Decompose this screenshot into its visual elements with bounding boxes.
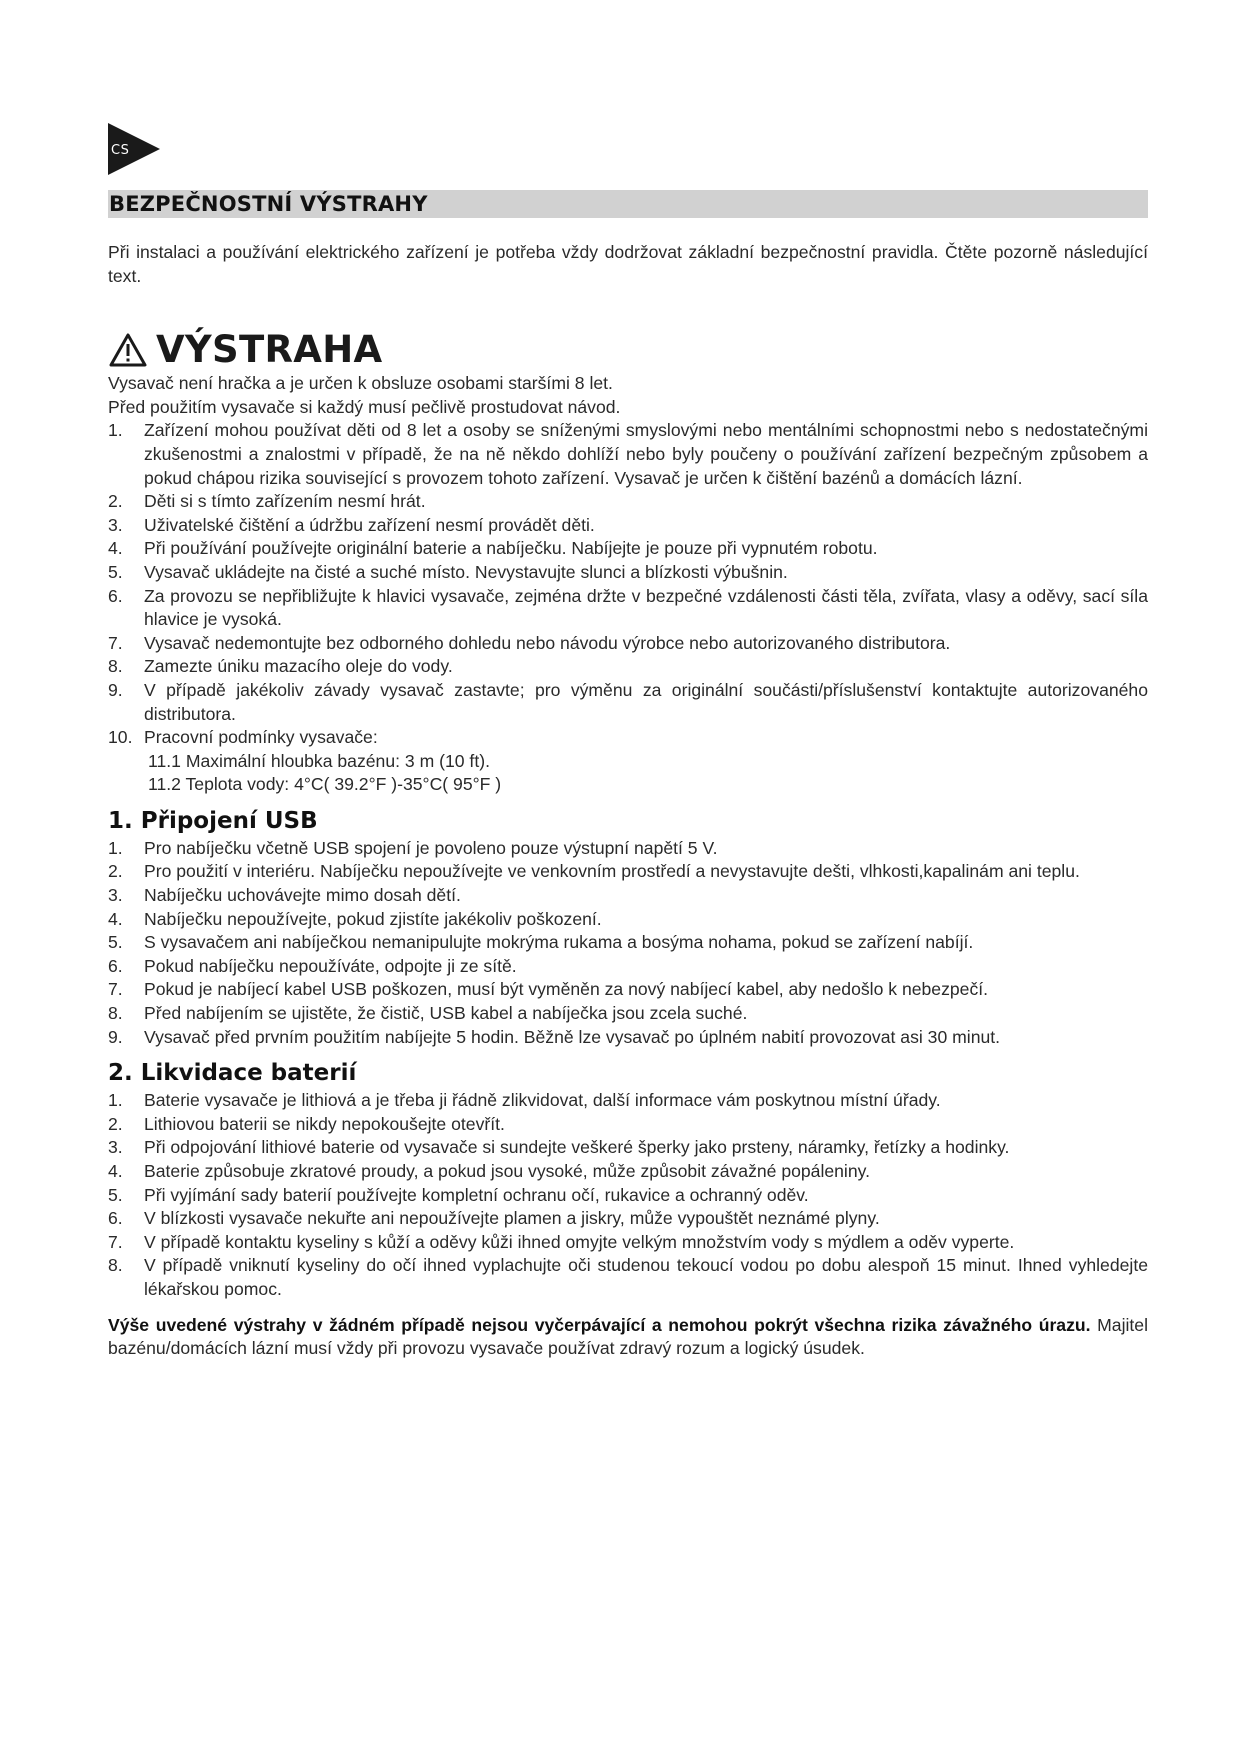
battery-section-title: 2. Likvidace baterií	[108, 1060, 357, 1087]
list-item	[108, 860, 1148, 884]
warning-heading	[108, 328, 1148, 372]
list-item	[108, 955, 1148, 979]
usb-list	[108, 837, 1148, 1049]
item-text: V případě kontaktu kyseliny s kůží a oděvy kůži ihned omyjte velkým množstvím vody s mýdlem a oděv vyperte.	[144, 1231, 1015, 1252]
section-header-bar	[108, 190, 1148, 218]
list-item	[108, 1160, 1148, 1184]
item-text: Zamezte úniku mazacího oleje do vody.	[144, 656, 453, 677]
item-text: V případě jakékoliv závady vysavač zastavte; pro výměnu za originální součásti/příslušenství kontaktujte autorizovaného distributora.	[144, 679, 1148, 724]
item-number: 9.	[108, 679, 123, 700]
item-number: 8.	[108, 1255, 123, 1276]
item-text: Vysavač nedemontujte bez odborného dohledu nebo návodu výrobce nebo autorizovaného distributora.	[144, 632, 951, 653]
item-text: Nabíječku uchovávejte mimo dosah dětí.	[144, 885, 461, 906]
intro-paragraph: Při instalaci a používání elektrického zařízení je potřeba vždy dodržovat základní bezpečnostní pravidla. Čtěte pozorně následující text.	[108, 242, 1148, 286]
list-item	[108, 931, 1148, 955]
warning-line: Před použitím vysavače si každý musí pečlivě prostudovat návod.	[108, 396, 621, 417]
item-number: 2.	[108, 1113, 123, 1134]
list-item	[108, 514, 1148, 538]
working-conditions	[108, 750, 1148, 797]
item-number: 6.	[108, 585, 123, 606]
item-text: Nabíječku nepoužívejte, pokud zjistíte jakékoliv poškození.	[144, 908, 602, 929]
item-number: 5.	[108, 561, 123, 582]
battery-list	[108, 1089, 1148, 1301]
item-number: 3.	[108, 514, 123, 535]
list-item	[108, 837, 1148, 861]
item-number: 6.	[108, 1208, 123, 1229]
item-text: Uživatelské čištění a údržbu zařízení nesmí provádět děti.	[144, 514, 595, 535]
item-text: S vysavačem ani nabíječkou nemanipulujte mokrýma rukama a bosýma nohama, pokud se zařízení nabíjí.	[144, 932, 974, 953]
language-marker	[108, 123, 160, 175]
item-number: 5.	[108, 932, 123, 953]
list-item	[108, 1136, 1148, 1160]
closing-bold-text: Výše uvedené výstrahy v žádném případě nejsou vyčerpávající a nemohou pokrýt všechna rizika závažného úrazu.	[108, 1314, 1091, 1335]
item-text: Při používání používejte originální baterie a nabíječku. Nabíjejte je pouze při vypnutém robotu.	[144, 538, 878, 559]
list-item	[108, 632, 1148, 656]
item-number: 8.	[108, 1003, 123, 1024]
item-number: 3.	[108, 1137, 123, 1158]
item-number: 6.	[108, 955, 123, 976]
item-number: 7.	[108, 1231, 123, 1252]
usb-section-title: 1. Připojení USB	[108, 807, 318, 834]
list-item	[108, 1026, 1148, 1050]
closing-paragraph	[108, 1314, 1148, 1361]
list-item	[108, 1113, 1148, 1137]
item-text: Za provozu se nepřibližujte k hlavici vysavače, zejména držte v bezpečné vzdálenosti části těla, zvířata, vlasy a oděvy, sací síla hlavice je vysoká.	[144, 585, 1148, 630]
list-item	[108, 1184, 1148, 1208]
list-item	[108, 726, 1148, 750]
item-text: Pro použití v interiéru. Nabíječku nepoužívejte ve venkovním prostředí a nevystavujte dešti, vlhkosti,kapalinám ani teplu.	[144, 861, 1080, 882]
list-item	[108, 1254, 1148, 1301]
item-text: Před nabíjením se ujistěte, že čistič, USB kabel a nabíječka jsou zcela suché.	[144, 1003, 748, 1024]
warning-intro	[108, 372, 1148, 419]
item-text: Lithiovou baterii se nikdy nepokoušejte otevřít.	[144, 1113, 505, 1134]
item-number: 2.	[108, 491, 123, 512]
item-number: 4.	[108, 908, 123, 929]
item-text: Vysavač před prvním použitím nabíjejte 5 hodin. Běžně lze vysavač po úplném nabití provozovat asi 30 minut.	[144, 1026, 1001, 1047]
item-number: 7.	[108, 632, 123, 653]
list-item	[108, 655, 1148, 679]
item-number: 5.	[108, 1184, 123, 1205]
item-number: 4.	[108, 1161, 123, 1181]
warning-triangle-icon	[108, 332, 148, 368]
item-text: Vysavač ukládejte na čisté a suché místo. Nevystavujte slunci a blízkosti výbušnin.	[144, 561, 788, 582]
list-item	[108, 561, 1148, 585]
item-text: Děti si s tímto zařízením nesmí hrát.	[144, 491, 426, 512]
warning-title: VÝSTRAHA	[156, 328, 383, 372]
sub-item: 11.1 Maximální hloubka bazénu: 3 m (10 ft).	[148, 750, 490, 771]
item-text: Baterie vysavače je lithiová a je třeba ji řádně zlikvidovat, další informace vám poskytnou místní úřady.	[144, 1090, 941, 1111]
list-item	[108, 884, 1148, 908]
item-text: V blízkosti vysavače nekuřte ani nepoužívejte plamen a jiskry, může vypouštět neznámé plyny.	[144, 1208, 880, 1229]
list-item	[108, 1089, 1148, 1113]
item-text: Baterie způsobuje zkratové proudy, a pokud jsou vysoké, může způsobit závažné popáleniny.	[144, 1161, 871, 1181]
document-body	[108, 241, 1148, 1361]
item-text: Pro nabíječku včetně USB spojení je povoleno pouze výstupní napětí 5 V.	[144, 837, 718, 858]
item-text: Při vyjímání sady baterií používejte kompletní ochranu očí, rukavice a ochranný oděv.	[144, 1184, 809, 1205]
warning-line: Vysavač není hračka a je určen k obsluze osobami staršími 8 let.	[108, 373, 613, 394]
item-number: 1.	[108, 837, 123, 858]
list-item	[108, 419, 1148, 490]
item-text: Pokud nabíječku nepoužíváte, odpojte ji ze sítě.	[144, 955, 517, 976]
section-title: BEZPEČNOSTNÍ VÝSTRAHY	[109, 192, 428, 216]
item-number: 2.	[108, 861, 123, 882]
list-item	[108, 1231, 1148, 1255]
item-text: Při odpojování lithiové baterie od vysavače si sundejte veškeré šperky jako prsteny, náramky, řetízky a hodinky.	[144, 1137, 1010, 1158]
list-item	[108, 585, 1148, 632]
list-item	[108, 679, 1148, 726]
item-text: Pokud je nabíjecí kabel USB poškozen, musí být vyměněn za nový nabíjecí kabel, aby nedošlo k nebezpečí.	[144, 979, 989, 1000]
item-number: 9.	[108, 1026, 123, 1047]
list-item	[108, 537, 1148, 561]
closing-normal-text: Majitel bazénu/domácích lázní musí vždy při provozu vysavače používat zdravý rozum a logický úsudek.	[108, 1314, 1148, 1359]
item-number: 4.	[108, 538, 123, 559]
warning-list	[108, 419, 1148, 749]
item-number: 10.	[108, 727, 133, 748]
list-item	[108, 1002, 1148, 1026]
item-number: 8.	[108, 656, 123, 677]
item-text: Zařízení mohou používat děti od 8 let a osoby se sníženými smyslovými nebo mentálními schopnostmi nebo s nedostatečnými zkušenostmi a znalostmi v případě, že na ně někdo dohlíží nebo byly poučeny o používání zařízení bezpečným způsobem a pokud chápou rizika související s provozem tohoto zařízení. Vysavač je určen k čištění bazénů a domácích lázní.	[144, 420, 1148, 488]
list-item	[108, 490, 1148, 514]
item-number: 1.	[108, 420, 123, 441]
sub-item: 11.2 Teplota vody: 4°C( 39.2°F )-35°C( 95°F )	[148, 774, 502, 795]
language-code: CS	[111, 143, 130, 158]
item-number: 7.	[108, 979, 123, 1000]
item-number: 3.	[108, 885, 123, 906]
list-item	[108, 908, 1148, 932]
item-text: Pracovní podmínky vysavače:	[144, 727, 378, 748]
item-text: V případě vniknutí kyseliny do očí ihned vyplachujte oči studenou tekoucí vodou po dobu alespoň 15 minut. Ihned vyhledejte lékařskou pomoc.	[144, 1255, 1148, 1299]
item-number: 1.	[108, 1090, 123, 1111]
list-item	[108, 1207, 1148, 1231]
list-item	[108, 978, 1148, 1002]
